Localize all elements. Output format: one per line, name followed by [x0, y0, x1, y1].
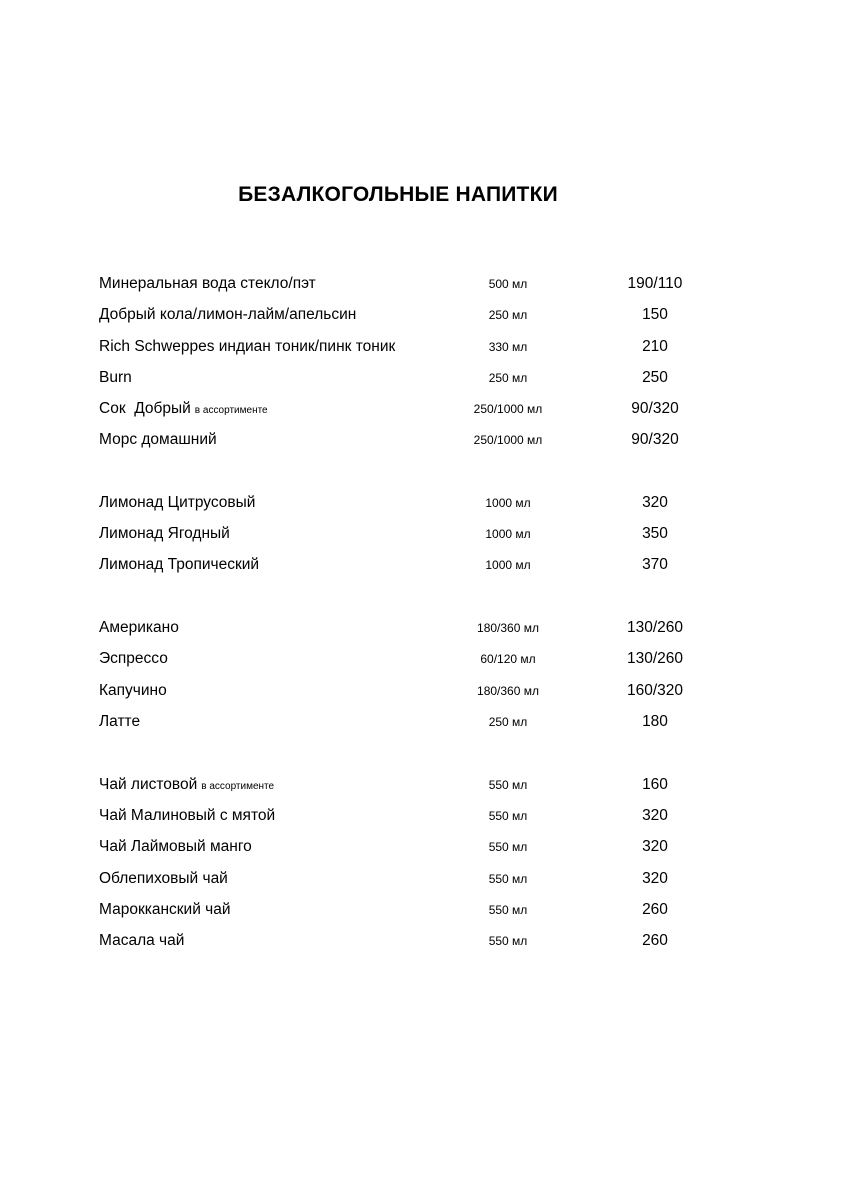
menu-item	[0, 518, 849, 549]
menu-item	[0, 769, 849, 800]
item-price: 260	[642, 901, 668, 918]
menu-item	[0, 800, 849, 831]
item-volume: 550 мл	[488, 778, 528, 792]
item-price: 160/320	[626, 682, 684, 699]
item-volume: 250 мл	[488, 371, 528, 385]
item-name: Марокканский чай	[99, 901, 231, 918]
item-volume: 1000 мл	[485, 527, 531, 541]
menu-item	[0, 643, 849, 674]
item-price: 190/110	[627, 275, 683, 292]
item-name: Чай Лаймовый манго	[99, 838, 252, 855]
menu-item	[0, 675, 849, 706]
item-name: Чай Малиновый с мятой	[99, 807, 276, 824]
item-volume: 1000 мл	[485, 496, 531, 510]
item-price: 90/320	[631, 400, 679, 417]
item-price: 320	[642, 870, 668, 887]
item-price: 350	[642, 525, 668, 542]
item-volume: 550 мл	[488, 934, 528, 948]
item-volume: 550 мл	[488, 872, 528, 886]
item-price: 160	[642, 776, 668, 793]
item-volume: 550 мл	[488, 809, 528, 823]
item-name: Капучино	[99, 682, 167, 699]
menu-item	[0, 925, 849, 956]
item-name: Burn	[99, 369, 132, 386]
menu-item	[0, 299, 849, 330]
menu-item	[0, 706, 849, 737]
item-volume: 550 мл	[488, 840, 528, 854]
item-name: Минеральная вода стекло/пэт	[99, 275, 316, 292]
item-price: 210	[642, 338, 668, 355]
item-volume: 250 мл	[488, 308, 528, 322]
item-name: Лимонад Цитрусовый	[99, 494, 256, 511]
item-name: Масала чай	[99, 932, 185, 949]
menu-item	[0, 362, 849, 393]
menu-item	[0, 424, 849, 455]
item-price: 130/260	[626, 619, 684, 636]
item-volume: 250/1000 мл	[473, 402, 543, 416]
menu-item	[0, 487, 849, 518]
menu-item	[0, 549, 849, 580]
item-note: в ассортименте	[194, 405, 268, 416]
item-name: Облепиховый чай	[99, 870, 228, 887]
item-name: Сок Добрый в ассортименте	[99, 400, 268, 417]
item-price: 130/260	[626, 650, 684, 667]
item-volume: 330 мл	[488, 340, 528, 354]
page-title: БЕЗАЛКОГОЛЬНЫЕ НАПИТКИ	[238, 183, 558, 206]
menu-item	[0, 268, 849, 299]
item-name: Добрый кола/лимон-лайм/апельсин	[99, 306, 357, 323]
item-price: 250	[642, 369, 668, 386]
item-price: 370	[642, 556, 668, 573]
item-volume: 250/1000 мл	[473, 433, 543, 447]
item-name: Морс домашний	[99, 431, 217, 448]
item-price: 90/320	[631, 431, 679, 448]
item-price: 320	[642, 838, 668, 855]
menu-item	[0, 863, 849, 894]
menu-item	[0, 894, 849, 925]
item-price: 180	[642, 713, 668, 730]
item-note: в ассортименте	[201, 781, 275, 792]
item-volume: 180/360 мл	[477, 684, 539, 698]
menu-item	[0, 331, 849, 362]
item-name: Rich Schweppes индиан тоник/пинк тоник	[99, 338, 396, 355]
menu-item	[0, 831, 849, 862]
item-volume: 550 мл	[488, 903, 528, 917]
item-volume: 250 мл	[488, 715, 528, 729]
item-price: 320	[642, 807, 668, 824]
item-volume: 1000 мл	[485, 558, 531, 572]
item-name: Латте	[99, 713, 141, 730]
item-name: Чай листовой в ассортименте	[99, 776, 275, 793]
item-volume: 180/360 мл	[477, 621, 539, 635]
item-price: 150	[642, 306, 668, 323]
menu-item	[0, 612, 849, 643]
item-name: Американо	[99, 619, 179, 636]
item-price: 260	[642, 932, 668, 949]
menu-item	[0, 393, 849, 424]
item-name: Эспрессо	[99, 650, 168, 667]
item-volume: 60/120 мл	[480, 652, 536, 666]
item-name: Лимонад Ягодный	[99, 525, 230, 542]
item-price: 320	[642, 494, 668, 511]
item-volume: 500 мл	[488, 277, 528, 291]
item-name: Лимонад Тропический	[99, 556, 260, 573]
